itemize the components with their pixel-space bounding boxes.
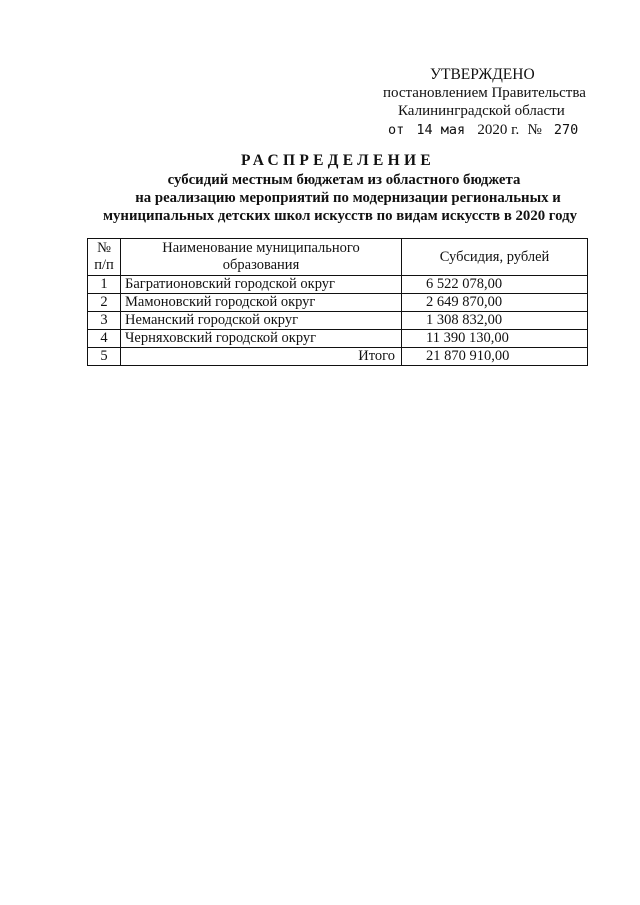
- document-title: РАСПРЕДЕЛЕНИЕ: [241, 152, 435, 169]
- header-name: [121, 239, 402, 276]
- header-amount: Субсидия, рублей: [402, 239, 588, 276]
- table-row: [88, 330, 588, 348]
- approval-issuer-line1: постановлением Правительства: [383, 85, 586, 101]
- approval-date-prefix: от: [388, 122, 405, 138]
- total-amount: 21 870 910,00: [402, 348, 588, 366]
- row-name: Неманский городской округ: [121, 312, 402, 330]
- header-num-line1: №: [97, 240, 111, 256]
- row-name: Багратионовский городской округ: [121, 276, 402, 294]
- approval-number-sign: №: [527, 122, 542, 138]
- row-amount: 6 522 078,00: [402, 276, 588, 294]
- table-row: [88, 312, 588, 330]
- table-header-row: [88, 239, 588, 276]
- row-num: 3: [88, 312, 121, 330]
- table-row: [88, 276, 588, 294]
- row-amount: 11 390 130,00: [402, 330, 588, 348]
- total-label: Итого: [121, 348, 402, 366]
- table-row: [88, 294, 588, 312]
- row-num: 4: [88, 330, 121, 348]
- approval-issuer-line2: Калининградской области: [398, 103, 565, 119]
- document-subtitle-line2: на реализацию мероприятий по модернизации региональных и: [135, 190, 561, 206]
- row-name: Мамоновский городской округ: [121, 294, 402, 312]
- row-amount: 2 649 870,00: [402, 294, 588, 312]
- approval-status: УТВЕРЖДЕНО: [430, 66, 535, 83]
- document-subtitle-line1: субсидий местным бюджетам из областного бюджета: [167, 172, 521, 188]
- row-num: 1: [88, 276, 121, 294]
- document-subtitle-line3: муниципальных детских школ искусств по видам искусств в 2020 году: [102, 208, 578, 224]
- header-num-line2: п/п: [94, 257, 114, 273]
- table-total-row: [88, 348, 588, 366]
- approval-date-value: 14 мая: [416, 122, 466, 138]
- approval-date-year: 2020 г.: [477, 122, 520, 138]
- total-num: 5: [88, 348, 121, 366]
- approval-number-value: 270: [553, 122, 579, 138]
- row-num: 2: [88, 294, 121, 312]
- header-name-line2: образования: [222, 257, 300, 273]
- header-num: [88, 239, 121, 276]
- row-name: Черняховский городской округ: [121, 330, 402, 348]
- approval-block: [0, 0, 640, 140]
- header-name-line1: Наименование муниципального: [162, 240, 360, 256]
- subsidy-table: [87, 238, 588, 366]
- row-amount: 1 308 832,00: [402, 312, 588, 330]
- approval-date-line: [388, 121, 578, 139]
